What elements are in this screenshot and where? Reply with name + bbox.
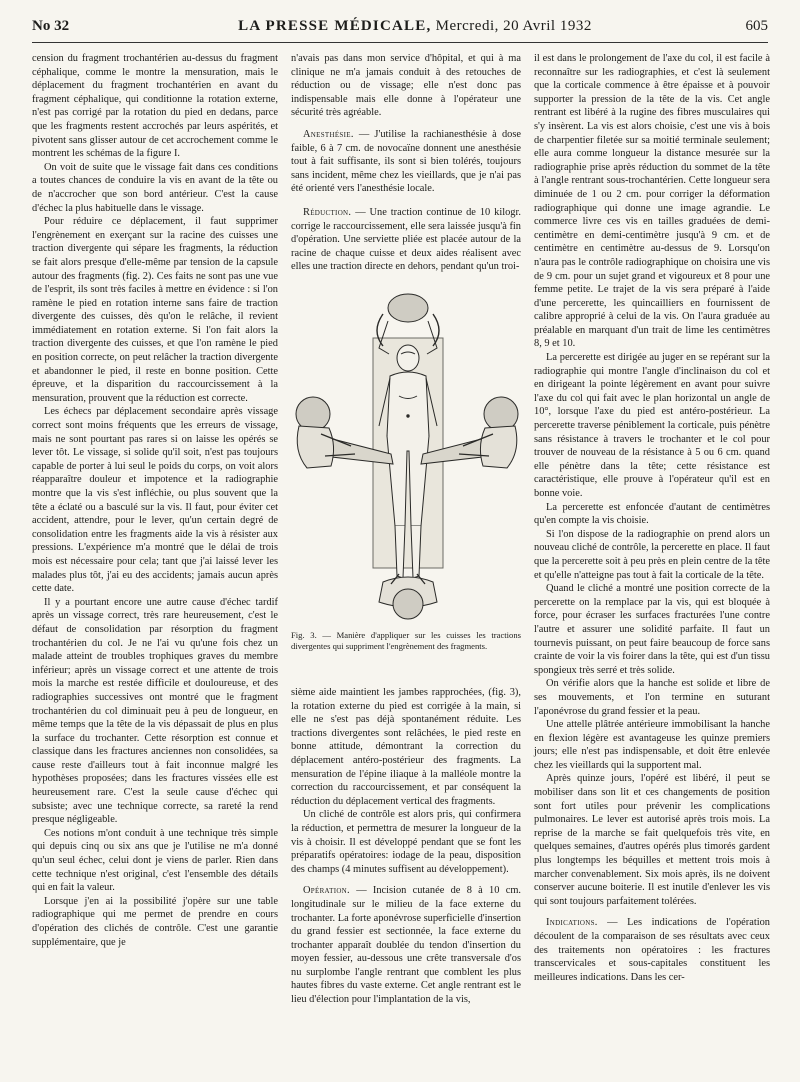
section-heading: Indications.	[546, 917, 598, 929]
column-left	[32, 52, 278, 949]
paragraph: La percerette est enfoncée d'autant de centimètres qu'en compte la vis choisie.	[534, 501, 770, 527]
page-number: 605	[745, 18, 768, 34]
paragraph: il est dans le prolongement de l'axe du col, il est facile à reconnaître sur les radiographies, et c'est là seulement que la corticale commence à être épaisse et à pouvoir supporter la pression de la tête de la vis. Cet angle rentrant est libéré à la rugine des fibres musculaires qui s'y insèrent. La vis est alors choisie, c'est une vis à bois de charpentier filetée sur sa moitié terminale seulement; elle aura comme longueur la distance mesurée sur la radiographie prise après réduction du sommet de la tête à l'angle rentrant sous-trochantérien. Cette longueur sera diminuée de 1 ou 2 cm. pour corriger la déformation radiographique qui donne une image agrandie. Le commerce livre ces vis en tailles graduées de demi-centimètre en demi-centimètre jusqu'à 9 cm. et de centimètre en centimètre au-dessus de 9. Lorsqu'on n'aura pas le contrôle radiographique on choisira une vis de 9 cm. pour un sujet grand et vigoureux et 8 pour une femme petite. Le trajet de la vis sera préparé à l'aide d'une percerette, les quincailliers en fournissent de calibre approprié à celui de la vis. On l'aura graduée au préalable en marquant d'un trait de lime les centimètres 8, 9 et 10.	[534, 53, 770, 350]
section-text: — Les indications de l'opération découlent de la comparaison de ses résultats avec ceux des traitements non opératoires : les fractures transcervicales et sous-capitales constituent les meilleures indications. Dans les cer-	[534, 917, 770, 983]
issue-number: No 32	[32, 18, 70, 34]
paragraph: sième aide maintient les jambes rapprochées, (fig. 3), la rotation externe du pied est corrigée à la main, si elle ne s'est pas déjà spontanément réduite. Les tractions divergentes sont relâchées, le pied reste en bonne attitude, démontrant la correction du déplacement antéro-postérieur des fragments. La mensuration de l'épine iliaque à la malléole montre la correction du raccourcissement, et par conséquent la réduction du déplacement vertical des fragments.	[291, 687, 521, 807]
paragraph: Si l'on dispose de la radiographie on prend alors un nouveau cliché de contrôle, la percerette en place. Il faut que la percerette soit à peu près en plein centre de la tête et qu'elle n'atteigne pas tout à fait la corticale de la tête.	[534, 528, 770, 581]
paragraph: Une attelle plâtrée antérieure immobilisant la hanche en flexion légère est avantageuse les quinze premiers jours; elle n'est pas indispensable, et doit être enlevée chez les vieillards qui la supportent mal.	[534, 719, 770, 771]
paragraph-anesthesie	[291, 128, 521, 196]
paragraph: Ces notions m'ont conduit à une technique très simple qui depuis cinq ou six ans que je l'utilise ne m'a donné qu'un seul échec, celui dont je viens de parler. Rien dans cette technique n'est original, c'est l'ensemble des détails qui en fait la valeur.	[32, 827, 278, 894]
paragraph: cension du fragment trochantérien au-dessus du fragment céphalique, comme le montre la mensuration, mais le déplacement du fragment trochantérien en avant du fragment céphalique, qui conditionne la rotation externe, n'est pas corrigé par la rotation du pied en dedans, parce que les fragments restent accrochés par leurs aspérités, et pivotent sans glisser autour de cet accrochement comme le montrent les schémas de la figure I.	[32, 53, 278, 160]
paragraph: Lorsque j'en ai la possibilité j'opère sur une table radiographique qui me permet de prendre en cours d'opération des clichés de contrôle. C'est une garantie supplémentaire, que je	[32, 895, 278, 948]
section-heading: Opération.	[303, 885, 350, 897]
column-right	[534, 52, 770, 984]
journal-title-line	[102, 18, 728, 35]
paragraph: On voit de suite que le vissage fait dans ces conditions a toutes chances de conduire la vis en avant de la tête ou de n'accrocher que son bord antérieur. C'est la cause d'échec la plus habituelle dans le vissage.	[32, 161, 278, 214]
paragraph: Pour réduire ce déplacement, il faut supprimer l'engrènement en exerçant sur la racine des cuisses une traction divergente qui sépare les fragments, la réduction se fait alors presque d'elle-même par tension de la capsule autour des fragments (fig. 2). Ces faits ne sont pas une vue de l'esprit, ils sont très faciles à mettre en évidence : si l'on ramène le pied en rotation interne sans faire de traction divergente des cuisses, dès qu'on le relâche, il revient immédiatement en rotation externe. Si l'on fait alors la traction divergente des cuisses, et que l'on ramène le pied en position correcte, on peut relâcher la traction divergente et abandonner le pied, il reste en bonne position. Cette épreuve, et la disparition du raccourcissement à la mensuration, prouvent que la réduction est correcte.	[32, 216, 278, 404]
issue-date: Mercredi, 20 Avril 1932	[435, 18, 592, 34]
section-heading: Anesthésie.	[303, 128, 354, 140]
header-rule	[32, 42, 768, 43]
section-text: — J'utilise la rachianesthésie à dose faible, 6 à 7 cm. de novocaïne donnent une anesthésie tout à fait suffisante, ils sont si bien tolérés, toujours sans incident, même chez les vieillards, que je n'ai pas été orienté vers l'anesthésie locale.	[291, 128, 521, 195]
journal-name: LA PRESSE MÉDICALE,	[238, 18, 432, 34]
paragraph: Quand le cliché a montré une position correcte de la percerette on la remplace par la vis, qui est bloquée à force, pour écraser les surfaces fracturées l'une contre l'autre et assurer une solidité parfaite. Il faut un tournevis puissant, on peut faire beaucoup de force sans crainte de voir la vis foirer dans la tête, qui est d'un tissu spongieux très serré et très solide.	[534, 583, 770, 676]
paragraph: Après quinze jours, l'opéré est libéré, il peut se mobiliser dans son lit et ces changements de position sont fort utiles pour prévenir les complications pulmonaires. Le lever est autorisé après trois mois. La reprise de la marche se fait quelquefois très vite, en quelques semaines, d'autres opérés plus timorés gardent plus longtemps les béquilles et mettent trois mois à marcher convenablement. Six mois après, ils ne doivent conserver aucune boiterie. Il est inutile d'enlever les vis qui sont toujours parfaitement tolérées.	[534, 773, 770, 907]
paragraph: Il y a pourtant encore une autre cause d'échec tardif après un vissage correct, très rare heureusement, c'est le défaut de consolidation par résorption du fragment trochantérien du col. Je ne l'ai vu qu'une fois chez un malade atteint de troubles trophiques graves du membre inférieur; après un vissage correct et une attente de trois mois la marche est restée difficile et douloureuse, et des radiographies successives ont montré que le fragment trochantérien du col diminuait peu à peu de longueur, en même temps que la tête de la vis dépassait de plus en plus la surface du trochanter. Cette résorption est connue et classique dans les fractures anciennes non consolidées, sa cause reste d'ailleurs tout à fait inconnue malgré les hypothèses proposées; dans les fractures vissées elle est heureusement rare. C'est la seule cause d'échec qui subsiste; avec une technique correcte, sa rareté la rend presque négligeable.	[32, 596, 278, 826]
figure-caption: Fig. 3. — Manière d'appliquer sur les cuisses les tractions divergentes qui suppriment l'engrènement des fragments.	[291, 630, 521, 651]
paragraph: Les échecs par déplacement secondaire après vissage correct sont moins fréquents que les erreurs de vissage, mais ne sont pourtant pas rares si on laisse les opérés se lever tôt. Le vissage, si solide qu'il soit, n'est pas toujours capable de porter à lui seul le poids du corps, on voit alors réapparaître douleur et impotence et la radiographie montre que la vis s'est infléchie, ou plus souvent que la tête a éclaté ou a basculé sur la vis. Il faut, pour éviter cet accident, attendre, pour le lever, qu'un certain degré de consolidation entre les fragments aide la vis à résister aux pressions. L'expérience m'a montré que le délai de trois mois est nécessaire pour cela; tant que j'ai laissé lever les malades plus tôt, j'ai eu des accidents; jamais aucun après cette date.	[32, 406, 278, 595]
paragraph: On vérifie alors que la hanche est solide et libre de ses mouvements, et l'on termine en suturant l'aponévrose du grand fessier et la peau.	[534, 678, 770, 717]
section-text: — Incision cutanée de 8 à 10 cm. longitudinale sur le milieu de la face externe du trochanter. La forte aponévrose superficielle d'insertion du grand fessier est sectionnée, la face externe du trochanter apparaît doublée du tendon d'insertion du moyen fessier, au-dessous une crête transversale d'os nu surplombe l'angle rentrant que comblent les plus hautes fibres du vaste externe. Cet angle rentrant est le lieu d'élection pour l'implantation de la vis,	[291, 885, 521, 1006]
paragraph-operation	[291, 884, 521, 1006]
paragraph-reduction	[291, 206, 521, 274]
paragraph-indications	[534, 916, 770, 984]
section-heading: Réduction.	[303, 206, 352, 218]
paragraph: Un cliché de contrôle est alors pris, qui confirmera la réduction, et permettra de mesurer la longueur de la vis à choisir. Il est développé pendant que se font les préparatifs opératoires: iodage de la peau, disposition des champs (4 minutes suffisent au développement).	[291, 809, 521, 875]
paragraph: n'avais pas dans mon service d'hôpital, et qui à ma clinique ne m'a jamais conduit à des retouches de réduction ou de vissage; elle n'est donc pas indispensable mais elle donne à l'opérateur une sécurité très agréable.	[291, 53, 521, 119]
section-text: — Une traction continue de 10 kilogr. corrige le raccourcissement, elle sera laissée jusqu'à fin d'opération. Une serviette pliée est placée autour de la racine de chaque cuisse et deux aides réalisent avec elles une traction directe en dehors, pendant qu'un troi-	[291, 206, 521, 273]
page-header	[32, 18, 768, 38]
figure-3-illustration	[291, 286, 523, 626]
column-middle-lower	[291, 686, 521, 1007]
column-middle	[291, 52, 521, 274]
paragraph: La percerette est dirigée au juger en se repérant sur la radiographie qui montre l'angle d'inclinaison du col et en dirigeant la pointe légèrement en avant pour suivre l'axe du col qui fait avec le plan horizontal un angle de 10°, lorsque l'axe du pied est antéro-postérieur. La percerette traverse péniblement la corticale, puis pénètre sans résistance à travers le trochanter et le col pour trouver de nouveau de la résistance à 5 ou 6 cm. quand elle pénètre dans la tête; cette résistance est caractéristique, elle prouve à l'opérateur qu'il est en bonne voie.	[534, 352, 770, 499]
